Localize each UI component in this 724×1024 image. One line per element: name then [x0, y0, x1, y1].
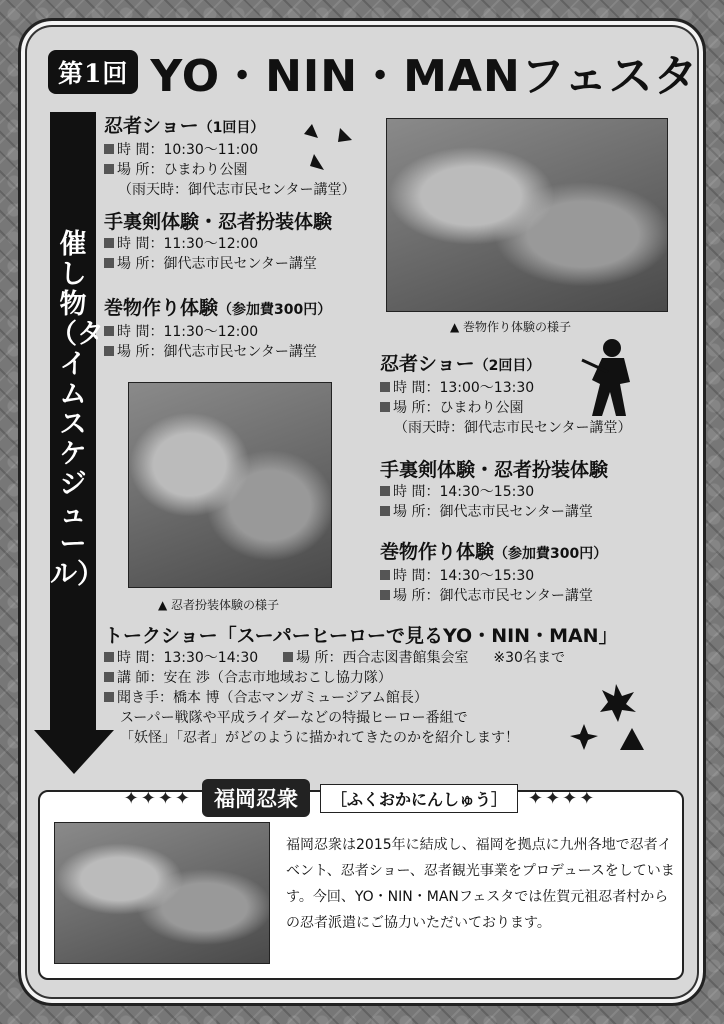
- talk-description-2: 「妖怪」「忍者」がどのように描かれてきたのかを紹介します！: [120, 730, 519, 746]
- decor-stars-right: ✦✦✦✦: [528, 787, 597, 809]
- event-place: 御代志市民センター講堂: [439, 588, 593, 604]
- fukuoka-reading: ［ふくおかにんしゅう］: [320, 784, 518, 813]
- event-title: 巻物作り体験: [380, 541, 495, 563]
- bullet-square: [380, 402, 390, 412]
- bullet-square: [104, 652, 114, 662]
- talk-place: 西合志図書館集会室: [342, 650, 469, 666]
- bullet-square: [104, 258, 114, 268]
- timeline-arrow-head: [34, 730, 114, 774]
- event-note: （参加費300円）: [218, 302, 332, 318]
- kids-photo-caption: ▲ 忍者扮装体験の様子: [158, 598, 280, 612]
- fukuoka-header: [50, 778, 670, 818]
- fukuoka-ninjas-photo: [54, 822, 270, 964]
- event-scroll-2: [380, 540, 680, 606]
- event-place: 御代志市民センター講堂: [163, 256, 317, 272]
- page-header: [48, 44, 699, 100]
- event-rain-note: （雨天時：御代志市民センター講堂）: [118, 182, 356, 198]
- event-shuriken-2: [380, 458, 680, 522]
- bullet-square: [104, 144, 114, 154]
- talk-description-1: スーパー戦隊や平成ライダーなどの特撮ヒーロー番組で: [120, 710, 468, 726]
- event-time: 11:30〜12:00: [163, 324, 259, 340]
- bullet-square: [104, 346, 114, 356]
- event-title: 手裏剣体験・忍者扮装体験: [104, 211, 333, 233]
- event-note: （2回目）: [474, 358, 541, 374]
- place-label: 場 所：: [296, 650, 343, 666]
- place-label: 場 所：: [117, 344, 164, 360]
- talk-interviewer: 橋本 博（合志マンガミュージアム館長）: [173, 690, 428, 706]
- time-label: 時 間：: [117, 236, 164, 252]
- event-place: ひまわり公園: [163, 162, 248, 178]
- scroll-photo-caption: ▲ 巻物作り体験の様子: [450, 320, 572, 334]
- bullet-square: [104, 326, 114, 336]
- event-time: 13:00〜13:30: [439, 380, 535, 396]
- talk-title: トークショー「スーパーヒーローで見るYO・NIN・MAN」: [104, 625, 618, 647]
- event-note: （参加費300円）: [494, 546, 608, 562]
- time-label: 時 間：: [393, 380, 440, 396]
- place-label: 場 所：: [117, 256, 164, 272]
- kids-costume-photo: [128, 382, 332, 588]
- bullet-square: [380, 590, 390, 600]
- event-shuriken-1: [104, 210, 394, 274]
- event-time: 10:30〜11:00: [163, 142, 259, 158]
- event-title: 忍者ショー: [104, 115, 199, 137]
- event-place: ひまわり公園: [439, 400, 524, 416]
- event-ninja-show-2: [380, 352, 660, 438]
- event-time: 14:30〜15:30: [439, 568, 535, 584]
- bullet-square: [104, 238, 114, 248]
- event-title: 忍者ショー: [380, 353, 475, 375]
- timeline-label: 催し物（タイムスケジュール）: [50, 229, 104, 590]
- bullet-square: [283, 652, 293, 662]
- place-label: 場 所：: [393, 400, 440, 416]
- fukuoka-title: 福岡忍衆: [202, 779, 310, 817]
- event-rain-note: （雨天時：御代志市民センター講堂）: [394, 420, 632, 436]
- place-label: 場 所：: [393, 588, 440, 604]
- place-label: 場 所：: [393, 504, 440, 520]
- time-label: 時 間：: [117, 142, 164, 158]
- interviewer-label: 聞き手：: [117, 690, 173, 706]
- shuriken-group-icon: [570, 682, 656, 754]
- instructor-label: 講 師：: [117, 670, 164, 686]
- talk-instructor: 安在 渉（合志市地域おこし協力隊）: [163, 670, 392, 686]
- event-title: 巻物作り体験: [104, 297, 219, 319]
- event-place: 御代志市民センター講堂: [439, 504, 593, 520]
- event-time: 11:30〜12:00: [163, 236, 259, 252]
- bullet-square: [380, 382, 390, 392]
- shuriken-icon: [300, 120, 360, 174]
- round-badge: 第1回: [48, 50, 138, 94]
- time-label: 時 間：: [393, 568, 440, 584]
- scroll-making-photo: [386, 118, 668, 312]
- time-label: 時 間：: [117, 650, 164, 666]
- decor-stars-left: ✦✦✦✦: [123, 787, 192, 809]
- fukuoka-description: 福岡忍衆は2015年に結成し、福岡を拠点に九州各地で忍者イベント、忍者ショー、忍者観光事業をプロデュースをしています。今回、YO・NIN・MANフェスタでは佐賀元祖忍者村からの忍者派遣にご協力いただいております。: [286, 837, 675, 931]
- event-place: 御代志市民センター講堂: [163, 344, 317, 360]
- bullet-square: [380, 506, 390, 516]
- bullet-square: [104, 692, 114, 702]
- place-label: 場 所：: [117, 162, 164, 178]
- talk-capacity: ※30名まで: [493, 650, 565, 666]
- event-title: 手裏剣体験・忍者扮装体験: [380, 459, 609, 481]
- time-label: 時 間：: [393, 484, 440, 500]
- event-time: 14:30〜15:30: [439, 484, 535, 500]
- page-title: YO・NIN・MANフェスタ: [150, 51, 699, 102]
- event-note: （1回目）: [198, 120, 265, 136]
- time-label: 時 間：: [117, 324, 164, 340]
- talk-time: 13:30〜14:30: [163, 650, 259, 666]
- bullet-square: [380, 570, 390, 580]
- bullet-square: [104, 164, 114, 174]
- bullet-square: [104, 672, 114, 682]
- event-scroll-1: [104, 296, 394, 362]
- bullet-square: [380, 486, 390, 496]
